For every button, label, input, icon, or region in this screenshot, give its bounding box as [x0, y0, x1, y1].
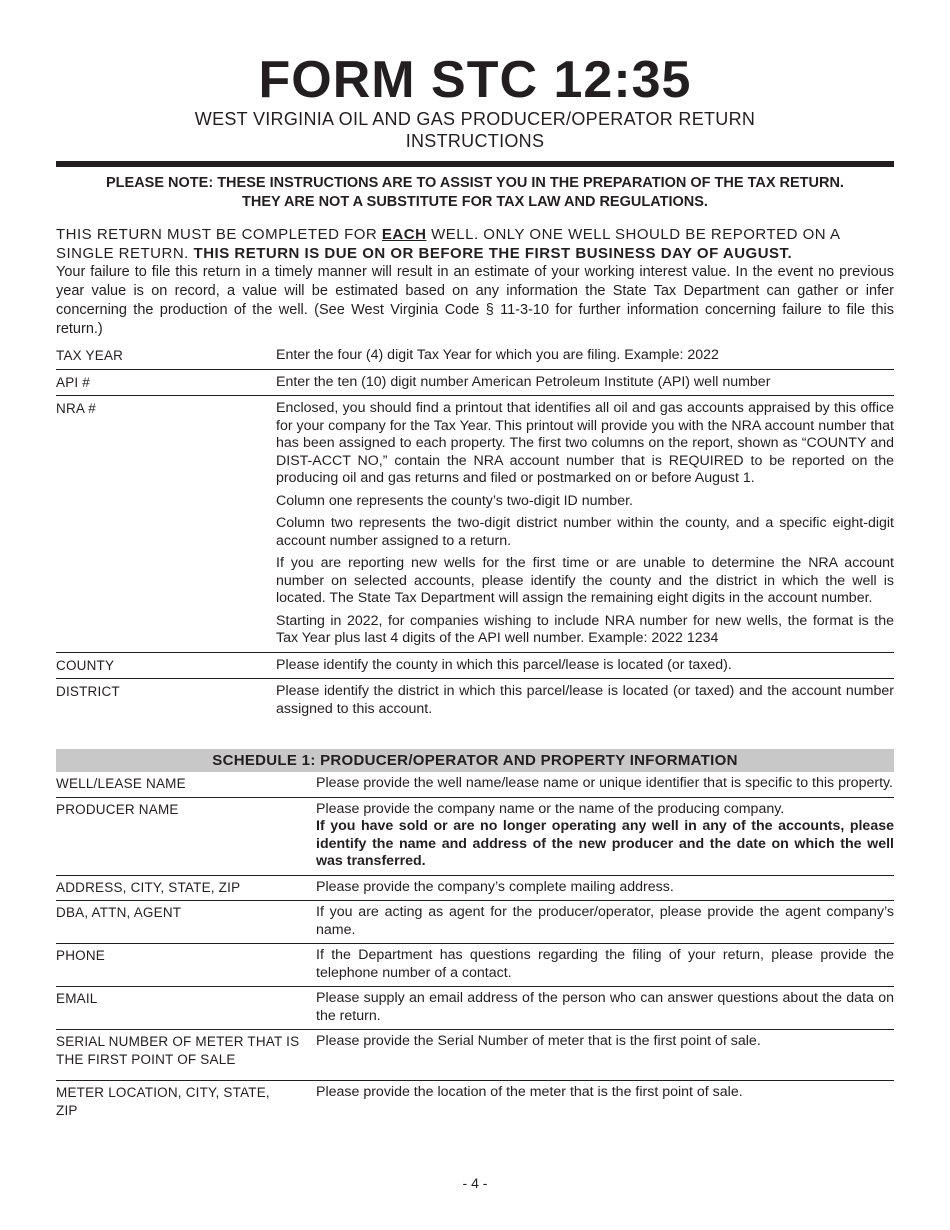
- field-description: Please supply an email address of the person who can answer questions about the data on the return.: [316, 987, 894, 1030]
- field-label: METER LOCATION, CITY, STATE, ZIP: [56, 1081, 316, 1124]
- schedule-1-table: [56, 772, 894, 1123]
- field-label: ADDRESS, CITY, STATE, ZIP: [56, 875, 316, 901]
- please-note: [56, 174, 894, 212]
- schedule-row: [56, 797, 894, 875]
- field-row-county: [56, 652, 894, 679]
- page-number: - 4 -: [462, 1175, 488, 1191]
- field-description: Please provide the location of the meter that is the first point of sale.: [316, 1081, 894, 1124]
- field-description: If the Department has questions regarding the filing of your return, please provide the telephone number of a contact.: [316, 944, 894, 987]
- schedule-1-heading: SCHEDULE 1: PRODUCER/OPERATOR AND PROPERTY INFORMATION: [56, 749, 894, 772]
- nra-paragraph: Starting in 2022, for companies wishing to include NRA number for new wells, the format is the Tax Year plus last 4 digits of the API well number. Example: 2022 1234: [276, 612, 894, 646]
- field-description: Please provide the well name/lease name or unique identifier that is specific to this property.: [316, 775, 894, 791]
- header-divider: [56, 161, 894, 167]
- intro-requirement: [56, 226, 894, 263]
- schedule-row: [56, 1030, 894, 1081]
- field-label: COUNTY: [56, 652, 276, 679]
- nra-paragraph: Column one represents the county’s two-digit ID number.: [276, 492, 633, 509]
- intro-paragraph: [56, 226, 894, 339]
- field-row-api: [56, 369, 894, 396]
- nra-paragraph: If you are reporting new wells for the first time or are unable to determine the NRA account number on selected accounts, please identify the county and the district in which the well is located. The State Tax Department will assign the remaining eight digits in the account number.: [276, 555, 894, 606]
- field-label: EMAIL: [56, 987, 316, 1030]
- field-description: [316, 797, 894, 875]
- nra-paragraph: Column two represents the two-digit district number within the county, and a specific eight-digit account number assigned to a return.: [276, 515, 894, 549]
- schedule-row: [56, 875, 894, 901]
- instructions-page: [56, 52, 894, 1123]
- field-label: NRA #: [56, 396, 276, 653]
- note-line2: THEY ARE NOT A SUBSTITUTE FOR TAX LAW AND REGULATIONS.: [242, 194, 708, 210]
- field-label: PHONE: [56, 944, 316, 987]
- field-label: TAX YEAR: [56, 348, 124, 363]
- nra-paragraph: Enclosed, you should find a printout that identifies all oil and gas accounts appraised by this office for your company for the Tax Year. This printout will provide you with the NRA account number that has been assigned to each property. The first two columns on the report, shown as “COUNTY and DIST-ACCT NO,” contain the NRA account number that is REQUIRED to be reported on the producing oil and gas returns and filed or postmarked on or before August 1.: [276, 400, 894, 486]
- field-description: [276, 396, 894, 653]
- intro-failure-notice: Your failure to file this return in a timely manner will result in an estimate of your working interest value. In the event no previous year value is on record, a value will be estimated based on any information the State Tax Department can gather or infer concerning the production of the well. (See West Virginia Code § 11-3-10 for further information concerning failure to file this return.): [56, 264, 894, 337]
- subtitle-line2: INSTRUCTIONS: [405, 131, 545, 151]
- intro-text-1: THIS RETURN MUST BE COMPLETED FOR: [56, 226, 382, 243]
- general-fields-table: [56, 343, 894, 722]
- producer-name-text: Please provide the company name or the name of the producing company.: [316, 800, 785, 817]
- producer-transfer-note: If you have sold or are no longer operating any well in any of the accounts, please identify the name and address of the new producer and the date on which the well was transferred.: [316, 818, 894, 869]
- field-label: WELL/LEASE NAME: [56, 776, 186, 791]
- intro-each-emphasis: EACH: [381, 226, 427, 243]
- form-title: FORM STC 12:35: [258, 51, 692, 109]
- field-row-district: [56, 679, 894, 723]
- field-description: Please provide the company’s complete mailing address.: [316, 875, 894, 901]
- field-label: DISTRICT: [56, 679, 276, 723]
- field-label: API #: [56, 369, 276, 396]
- field-row-nra: [56, 396, 894, 653]
- field-description: Please identify the district in which this parcel/lease is located (or taxed) and the account number assigned to this account.: [276, 679, 894, 723]
- subtitle-line1: WEST VIRGINIA OIL AND GAS PRODUCER/OPERATOR RETURN: [194, 109, 756, 129]
- field-description: Please identify the county in which this parcel/lease is located (or taxed).: [276, 652, 894, 679]
- schedule-row: [56, 1081, 894, 1124]
- schedule-row: [56, 987, 894, 1030]
- field-label: SERIAL NUMBER OF METER THAT IS THE FIRST POINT OF SALE: [56, 1030, 316, 1081]
- schedule-row: [56, 772, 894, 797]
- field-label: DBA, ATTN, AGENT: [56, 901, 316, 944]
- intro-due-date: THIS RETURN IS DUE ON OR BEFORE THE FIRST BUSINESS DAY OF AUGUST.: [193, 244, 793, 262]
- field-description: Please provide the Serial Number of meter that is the first point of sale.: [316, 1030, 894, 1081]
- form-subtitle: [56, 108, 894, 152]
- field-label: PRODUCER NAME: [56, 797, 316, 875]
- note-line1: PLEASE NOTE: THESE INSTRUCTIONS ARE TO ASSIST YOU IN THE PREPARATION OF THE TAX RETURN.: [106, 175, 844, 191]
- field-row-tax-year: [56, 343, 894, 369]
- field-description: Enter the ten (10) digit number American Petroleum Institute (API) well number: [276, 369, 894, 396]
- intro-text-2: WELL. ONLY ONE WELL SHOULD BE REPORTED ON A SINGLE RETURN.: [56, 226, 840, 262]
- schedule-row: [56, 901, 894, 944]
- field-description: If you are acting as agent for the producer/operator, please provide the agent company’s name.: [316, 901, 894, 944]
- field-description: Enter the four (4) digit Tax Year for which you are filing. Example: 2022: [276, 347, 719, 363]
- schedule-row: [56, 944, 894, 987]
